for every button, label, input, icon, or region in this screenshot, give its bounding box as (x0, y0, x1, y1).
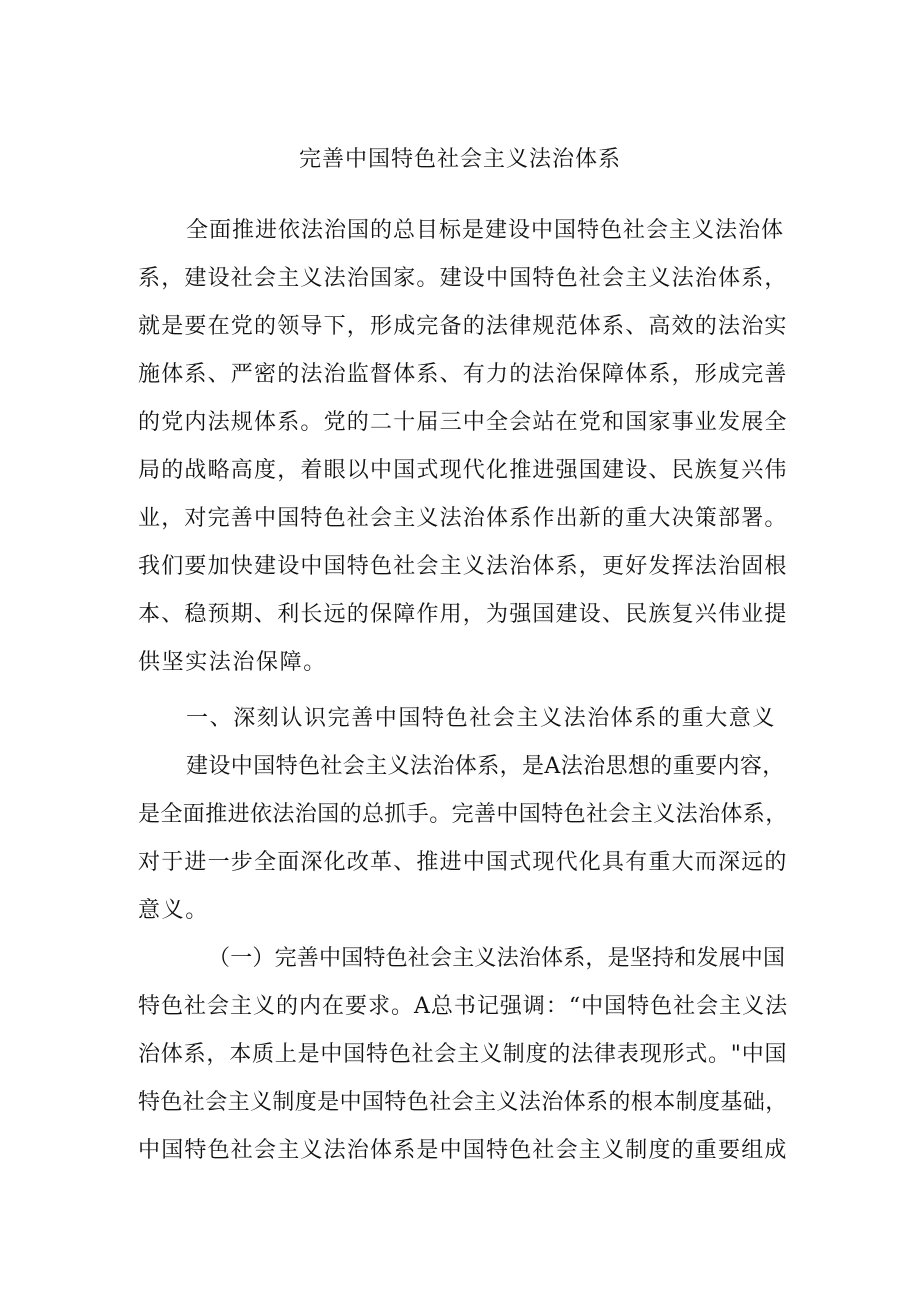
intro-line: 施体系、严密的法治监督体系、有力的法治保障体系，形成完善 (138, 362, 788, 387)
intro-line: 系，建设社会主义法治国家。建设中国特色社会主义法治体系， (138, 266, 788, 291)
section-line: 建设中国特色社会主义法治体系，是A法治思想的重要内容， (186, 754, 785, 779)
subsection-line: 特色社会主义制度是中国特色社会主义法治体系的根本制度基础， (138, 1090, 788, 1115)
intro-line: 业，对完善中国特色社会主义法治体系作出新的重大决策部署。 (138, 506, 788, 531)
intro-line: 本、稳预期、利长远的保障作用，为强国建设、民族复兴伟业提 (138, 602, 788, 627)
subsection-line: 特色社会主义的内在要求。A总书记强调：“中国特色社会主义法 (138, 994, 789, 1019)
subsection-line: 治体系，本质上是中国特色社会主义制度的法律表现形式。"中国 (138, 1042, 788, 1067)
document-title: 完善中国特色社会主义法治体系 (298, 147, 621, 172)
section-line: 对于进一步全面深化改革、推进中国式现代化具有重大而深远的 (138, 850, 788, 875)
subsection-line: （一）完善中国特色社会主义法治体系，是坚持和发展中国 (208, 946, 786, 971)
intro-line: 的党内法规体系。党的二十届三中全会站在党和国家事业发展全 (138, 410, 788, 435)
section-line: 是全面推进依法治国的总抓手。完善中国特色社会主义法治体系， (138, 802, 788, 827)
intro-line: 我们要加快建设中国特色社会主义法治体系，更好发挥法治固根 (138, 554, 788, 579)
section-heading: 一、深刻认识完善中国特色社会主义法治体系的重大意义 (186, 706, 777, 731)
intro-line: 就是要在党的领导下，形成完备的法律规范体系、高效的法治实 (138, 314, 788, 339)
intro-line: 供坚实法治保障。 (138, 650, 327, 675)
section-line: 意义。 (138, 898, 209, 923)
intro-line: 全面推进依法治国的总目标是建设中国特色社会主义法治体 (186, 218, 785, 243)
subsection-line: 中国特色社会主义法治体系是中国特色社会主义制度的重要组成 (138, 1138, 788, 1163)
intro-line: 局的战略高度，着眼以中国式现代化推进强国建设、民族复兴伟 (138, 458, 788, 483)
